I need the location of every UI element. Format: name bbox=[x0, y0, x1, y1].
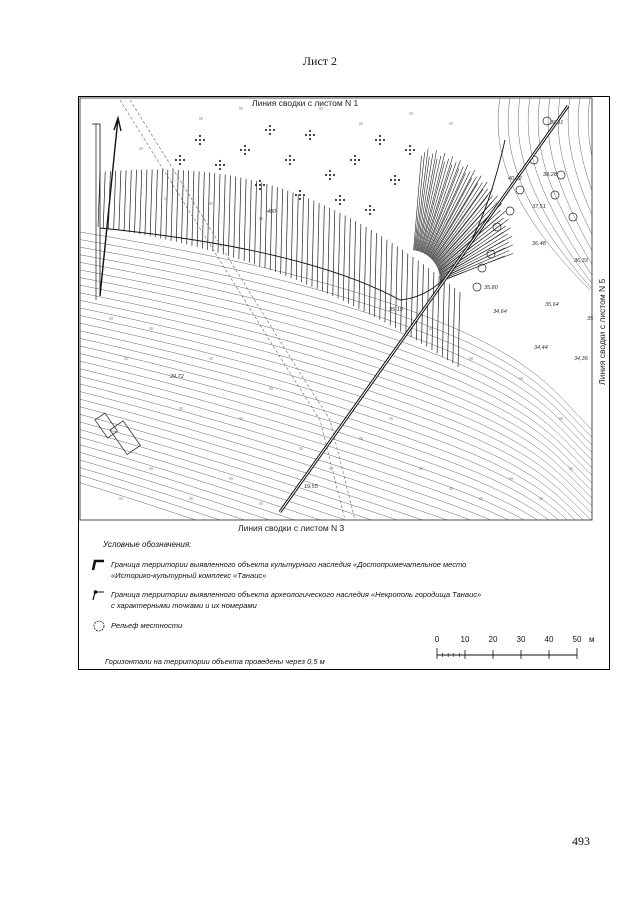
contour-line bbox=[518, 98, 610, 306]
tree-dot bbox=[273, 129, 275, 131]
tree-dot bbox=[223, 164, 225, 166]
tree-dot bbox=[409, 149, 411, 151]
elevation-label: 34,64 bbox=[493, 309, 507, 315]
hatch-line bbox=[103, 172, 105, 228]
fan-line bbox=[424, 162, 456, 253]
hatch-line bbox=[359, 224, 361, 309]
tree-dot bbox=[329, 170, 331, 172]
hatch-line bbox=[322, 205, 324, 291]
tree-dot bbox=[369, 213, 371, 215]
fan-line bbox=[440, 251, 509, 281]
elevation-label: 36,33 bbox=[574, 258, 588, 264]
elevation-label: 19,55 bbox=[304, 484, 318, 490]
hatch-line bbox=[150, 169, 152, 236]
contour-line bbox=[80, 285, 600, 490]
scale-bar bbox=[430, 645, 590, 661]
tree-dot bbox=[199, 139, 201, 141]
hatch-line bbox=[401, 250, 403, 331]
tree-dot bbox=[354, 163, 356, 165]
hatch-line bbox=[181, 170, 183, 243]
hatch-line bbox=[421, 264, 423, 343]
tree-dot bbox=[350, 159, 352, 161]
tree-dot bbox=[398, 179, 400, 181]
relief-circle bbox=[516, 186, 524, 194]
hatch-line bbox=[166, 170, 168, 240]
tree-dot bbox=[219, 164, 221, 166]
scale-tick-label: 20 bbox=[488, 635, 498, 644]
hatch-line bbox=[281, 189, 283, 274]
tree-dot bbox=[313, 134, 315, 136]
hatch-line bbox=[432, 272, 434, 350]
hatch-line bbox=[114, 171, 116, 230]
contour-line bbox=[80, 293, 600, 498]
elevation-label: 35,64 bbox=[545, 302, 559, 308]
legend-item-text: с характерными точками и их номерами bbox=[111, 601, 257, 610]
join-line-top-label: Линия сводки с листом N 1 bbox=[252, 98, 359, 108]
tree-dot bbox=[329, 174, 331, 176]
page-title: Лист 2 bbox=[302, 54, 338, 68]
hatch-line bbox=[155, 169, 157, 237]
hatch-line bbox=[265, 184, 267, 268]
slope-hatching-fan bbox=[100, 140, 513, 300]
tree-dot bbox=[259, 188, 261, 190]
contour-line bbox=[80, 240, 600, 445]
elevation-label: 37,51 bbox=[532, 204, 546, 210]
tree-dot bbox=[309, 134, 311, 136]
tree-dot bbox=[339, 195, 341, 197]
elevation-label: 35,80 bbox=[484, 285, 498, 291]
tree-dot bbox=[309, 130, 311, 132]
hatch-line bbox=[270, 186, 272, 271]
legend-item-text: Граница территории выявленного объекта археологического наследия «Некрополь городища Танаис» bbox=[111, 590, 482, 599]
elevation-label: 35,19 bbox=[389, 307, 403, 313]
relief-circle bbox=[506, 207, 514, 215]
tree-dot bbox=[373, 209, 375, 211]
tree-dot bbox=[413, 149, 415, 151]
hatch-line bbox=[161, 170, 163, 239]
tree-dot bbox=[333, 174, 335, 176]
tree-dot bbox=[263, 184, 265, 186]
tree-dot bbox=[195, 139, 197, 141]
hatch-line bbox=[442, 280, 444, 357]
hatch-line bbox=[228, 176, 230, 256]
building bbox=[95, 413, 117, 438]
hatch-line bbox=[307, 199, 309, 285]
elevation-label: 38,28 bbox=[543, 172, 557, 178]
hatch-line bbox=[406, 253, 408, 334]
legend-thick-boundary-icon bbox=[91, 558, 105, 572]
relief-circle bbox=[473, 283, 481, 291]
hatch-line bbox=[369, 230, 371, 314]
tree-dot bbox=[335, 199, 337, 201]
contour-line bbox=[80, 331, 600, 536]
tree-dot bbox=[303, 194, 305, 196]
tree-dot bbox=[369, 209, 371, 211]
hatch-line bbox=[129, 170, 131, 232]
hatch-line bbox=[255, 181, 257, 264]
hatch-line bbox=[416, 261, 418, 341]
hatch-line bbox=[171, 170, 173, 241]
tree-dot bbox=[183, 159, 185, 161]
tree-dot bbox=[244, 149, 246, 151]
tree-dot bbox=[244, 145, 246, 147]
elevation-label: 34,36 bbox=[574, 356, 588, 362]
contour-line bbox=[80, 316, 600, 521]
tree-dot bbox=[409, 153, 411, 155]
tree-dot bbox=[375, 139, 377, 141]
legend-item-text: «Историко-культурный комплекс «Танаис» bbox=[111, 571, 267, 580]
hatch-line bbox=[385, 240, 387, 323]
scale-tick-label: 50 bbox=[572, 635, 582, 644]
tree-dot bbox=[289, 155, 291, 157]
tree-dot bbox=[269, 125, 271, 127]
tree-dot bbox=[305, 134, 307, 136]
hatch-line bbox=[296, 194, 298, 280]
hatch-line bbox=[328, 208, 330, 294]
hatch-line bbox=[197, 171, 199, 247]
tree-dot bbox=[244, 153, 246, 155]
tree-dot bbox=[265, 129, 267, 131]
scale-tick-label: 40 bbox=[544, 635, 554, 644]
hatch-line bbox=[375, 233, 377, 317]
relief-circle bbox=[557, 171, 565, 179]
tree-dot bbox=[394, 175, 396, 177]
hatch-line bbox=[312, 201, 314, 287]
hatch-line bbox=[234, 177, 236, 258]
elevation-label: 400 bbox=[267, 209, 277, 215]
tree-dot bbox=[255, 184, 257, 186]
tree-dot bbox=[248, 149, 250, 151]
legend-title: Условные обозначения: bbox=[103, 540, 192, 549]
tree-dot bbox=[293, 159, 295, 161]
elevation-label: 40,22 bbox=[508, 176, 522, 182]
hatch-line bbox=[213, 173, 215, 251]
tree-dot bbox=[299, 194, 301, 196]
hatch-line bbox=[448, 284, 450, 360]
hatch-line bbox=[119, 171, 121, 231]
tree-dot bbox=[354, 159, 356, 161]
tree-dot bbox=[299, 198, 301, 200]
contour-line bbox=[80, 361, 600, 566]
hatch-line bbox=[124, 170, 126, 231]
tree-dot bbox=[329, 178, 331, 180]
tree-dot bbox=[365, 209, 367, 211]
tree-dot bbox=[379, 143, 381, 145]
tree-dot bbox=[269, 129, 271, 131]
tree-dot bbox=[179, 155, 181, 157]
contour-interval-note: Горизонтали на территории объекта проведены через 0,5 м bbox=[105, 657, 325, 666]
tree-dot bbox=[179, 163, 181, 165]
tree-dot bbox=[289, 159, 291, 161]
elevation-label: 36,48 bbox=[532, 241, 546, 247]
contour-line bbox=[80, 232, 600, 437]
tree-dot bbox=[259, 180, 261, 182]
scale-tick-label: 10 bbox=[460, 635, 470, 644]
tree-dot bbox=[339, 199, 341, 201]
tree-dot bbox=[405, 149, 407, 151]
tree-dot bbox=[299, 190, 301, 192]
hatch-line bbox=[343, 216, 345, 301]
tree-dot bbox=[175, 159, 177, 161]
tree-dot bbox=[354, 155, 356, 157]
hatch-line bbox=[176, 170, 178, 242]
hatch-line bbox=[218, 174, 220, 253]
hatch-line bbox=[202, 172, 204, 249]
scale-unit: м bbox=[589, 635, 595, 644]
hatch-line bbox=[301, 196, 303, 282]
hatch-line bbox=[208, 173, 210, 250]
hatch-line bbox=[286, 191, 288, 276]
fan-line bbox=[428, 173, 466, 256]
hatch-line bbox=[145, 170, 147, 236]
hatch-line bbox=[364, 227, 366, 311]
tree-dot bbox=[409, 145, 411, 147]
fan-line bbox=[419, 159, 438, 251]
contour-line bbox=[80, 300, 600, 505]
tree-dot bbox=[179, 159, 181, 161]
legend-thin-boundary-icon bbox=[91, 588, 105, 602]
tree-dot bbox=[379, 139, 381, 141]
tree-dot bbox=[285, 159, 287, 161]
tree-dot bbox=[215, 164, 217, 166]
tree-dot bbox=[390, 179, 392, 181]
legend-item-text: Рельеф местности bbox=[111, 621, 183, 630]
relief-circles bbox=[473, 117, 577, 291]
elevation-label: 29,72 bbox=[170, 374, 184, 380]
elevation-label: 34,44 bbox=[534, 345, 548, 351]
tree-dot bbox=[379, 135, 381, 137]
elevation-label: 39,11 bbox=[550, 120, 564, 126]
tree-dot bbox=[219, 160, 221, 162]
scale-tick-label: 0 bbox=[434, 635, 440, 644]
hatch-line bbox=[354, 221, 356, 306]
hatch-line bbox=[275, 187, 277, 272]
hatch-line bbox=[291, 192, 293, 278]
tree-dot bbox=[199, 143, 201, 145]
hatch-line bbox=[140, 170, 142, 234]
tree-dot bbox=[358, 159, 360, 161]
join-line-right-label: Линия сводки с листом N 5 bbox=[597, 278, 607, 385]
tree-dot bbox=[219, 168, 221, 170]
hatch-line bbox=[223, 175, 225, 255]
contour-line bbox=[548, 98, 640, 330]
scale-tick-label: 30 bbox=[516, 635, 526, 644]
tree-dot bbox=[339, 203, 341, 205]
heritage-boundary-line-inner bbox=[280, 106, 568, 512]
hatch-line bbox=[395, 246, 397, 328]
hatch-line bbox=[333, 210, 335, 296]
tree-dot bbox=[199, 135, 201, 137]
tree-dot bbox=[259, 184, 261, 186]
contour-line bbox=[588, 98, 640, 362]
hatch-line bbox=[239, 178, 241, 260]
hatch-line bbox=[338, 213, 340, 299]
tree-dot bbox=[269, 133, 271, 135]
tree-dot bbox=[203, 139, 205, 141]
tree-dot bbox=[383, 139, 385, 141]
fan-line bbox=[431, 176, 482, 259]
contour-line bbox=[538, 98, 630, 322]
tree-dot bbox=[289, 163, 291, 165]
hatch-line bbox=[135, 170, 137, 233]
tree-dot bbox=[295, 194, 297, 196]
hatch-line bbox=[453, 288, 455, 364]
tree-dot bbox=[240, 149, 242, 151]
hatch-line bbox=[317, 203, 319, 289]
tree-dot bbox=[394, 179, 396, 181]
page-number: 493 bbox=[572, 834, 590, 848]
elevation-label: 35 bbox=[587, 316, 594, 322]
tree-dot bbox=[343, 199, 345, 201]
contour-line bbox=[80, 278, 600, 483]
tree-dot bbox=[325, 174, 327, 176]
legend-item-text: Граница территории выявленного объекта культурного наследия «Достопримечательное место bbox=[111, 560, 467, 569]
legend-relief-circle-icon bbox=[92, 619, 106, 633]
vegetation-symbols bbox=[175, 125, 415, 215]
hatch-line bbox=[192, 171, 194, 246]
dashed-road-line bbox=[130, 100, 355, 520]
tree-dot bbox=[394, 183, 396, 185]
tree-dot bbox=[369, 205, 371, 207]
hatch-line bbox=[380, 236, 382, 319]
hatch-line bbox=[427, 268, 429, 347]
tree-dot bbox=[309, 138, 311, 140]
join-line-bottom-label: Линия сводки с листом N 3 bbox=[238, 523, 345, 533]
relief-circle bbox=[493, 223, 501, 231]
hatch-line bbox=[260, 183, 262, 267]
